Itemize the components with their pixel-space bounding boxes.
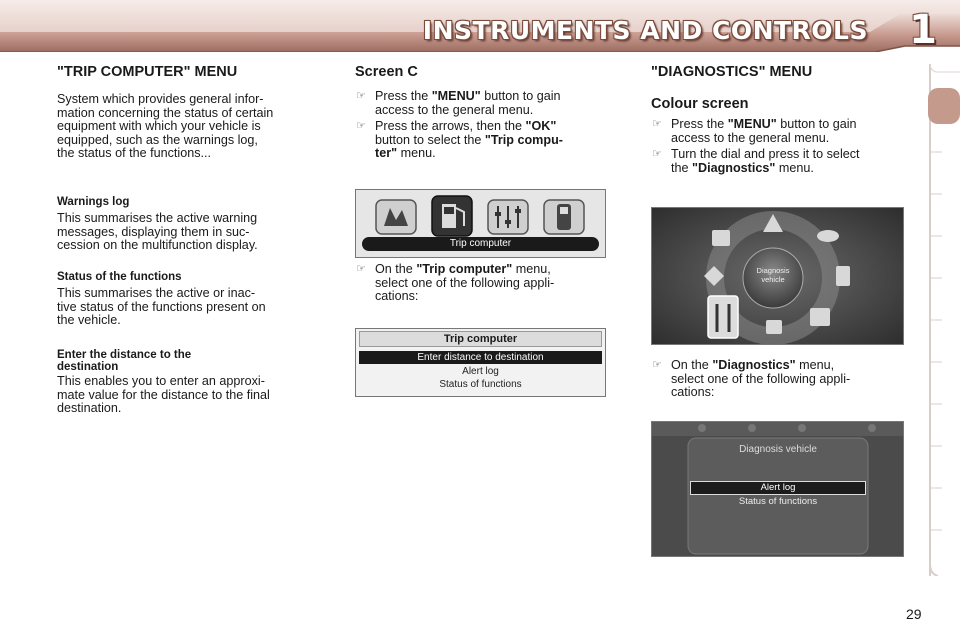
trip-computer-icon-screen bbox=[355, 189, 606, 258]
section-title: destination bbox=[57, 361, 119, 373]
intro-line: mation concerning the status of certain bbox=[57, 105, 274, 120]
trip-computer-menu-screen bbox=[355, 328, 606, 397]
intro-line: equipped, such as the warnings log, bbox=[57, 132, 258, 147]
step-bold: "Diagnostics" bbox=[712, 358, 796, 372]
section-title: Warnings log bbox=[57, 196, 130, 208]
intro-line: System which provides general infor- bbox=[57, 92, 264, 106]
settings-sliders-icon bbox=[488, 200, 528, 234]
step-bold: "Diagnostics" bbox=[692, 160, 776, 175]
step-bold: "Trip compu- bbox=[484, 132, 563, 147]
section-line: This enables you to enter an approxi- bbox=[57, 374, 265, 388]
diag-item-status-functions[interactable]: Status of functions bbox=[738, 496, 818, 507]
middle-column bbox=[355, 62, 606, 161]
chapter-number: 1 bbox=[909, 7, 937, 53]
step-text: cations: bbox=[671, 385, 715, 399]
diagnosis-vehicle-screen bbox=[651, 421, 904, 557]
wheel-center-label bbox=[748, 266, 798, 284]
step-text: On the bbox=[671, 358, 713, 372]
step-text: Press the arrows, then the bbox=[375, 119, 526, 133]
step-press-menu bbox=[355, 90, 606, 117]
step-text: Press the bbox=[671, 117, 728, 131]
step-bold: "OK" bbox=[525, 119, 557, 133]
fuel-icon bbox=[432, 196, 472, 236]
diag-item-alert-log[interactable]: Alert log bbox=[690, 481, 866, 495]
phone-icon bbox=[836, 266, 850, 286]
intro-line: equipment with which your vehicle is bbox=[57, 119, 261, 133]
step-text: the bbox=[671, 160, 693, 175]
step-select-diagnostic-application bbox=[651, 359, 902, 400]
menu-item-status-functions[interactable]: Status of functions bbox=[439, 379, 522, 390]
page-number: 29 bbox=[906, 606, 922, 622]
trip-computer-heading: "TRIP COMPUTER" MENU bbox=[57, 64, 238, 80]
colour-screen-heading: Colour screen bbox=[651, 96, 749, 112]
step-text: access to the general menu. bbox=[671, 130, 830, 145]
step-text: Press the bbox=[375, 89, 432, 103]
diagnosis-title: Diagnosis vehicle bbox=[739, 444, 817, 455]
step-turn-dial bbox=[651, 148, 903, 175]
section-line: tive status of the functions present on bbox=[57, 299, 266, 314]
step-text: cations: bbox=[375, 289, 419, 303]
trip-computer-intro bbox=[57, 93, 309, 161]
intro-line: the status of the functions... bbox=[57, 146, 212, 160]
section-enter-distance bbox=[57, 349, 309, 416]
step-text: Turn the dial and press it to select bbox=[671, 147, 860, 161]
phone-icon bbox=[544, 200, 584, 234]
step-text: access to the general menu. bbox=[375, 102, 534, 117]
step-text: button to select the bbox=[375, 132, 485, 147]
menu-title: Trip computer bbox=[359, 331, 602, 347]
diagnostics-heading: "DIAGNOSTICS" MENU bbox=[651, 64, 813, 80]
car-icon bbox=[817, 230, 839, 242]
navigation-icon bbox=[376, 200, 416, 234]
section-warnings-log bbox=[57, 196, 309, 253]
pointing-hand-icon: ☞ bbox=[652, 118, 662, 130]
page-header bbox=[0, 0, 960, 62]
selected-item-frame bbox=[708, 296, 738, 338]
diagnostics-wheel-screen bbox=[651, 207, 904, 345]
settings-icon bbox=[810, 308, 830, 326]
step-press-menu-right bbox=[651, 118, 903, 145]
step-bold: "MENU" bbox=[727, 117, 777, 131]
section-line: mate value for the distance to the final bbox=[57, 387, 270, 402]
step-text: menu, bbox=[795, 358, 835, 372]
section-title: Enter the distance to the bbox=[57, 349, 192, 361]
step-bold: "MENU" bbox=[431, 89, 481, 103]
section-line: cession on the multifunction display. bbox=[57, 238, 258, 252]
section-line: destination. bbox=[57, 401, 122, 415]
section-status-functions bbox=[57, 271, 309, 328]
wheel-center-line: Diagnosis bbox=[756, 266, 790, 275]
step-select-application bbox=[355, 263, 606, 304]
pointing-hand-icon: ☞ bbox=[356, 120, 366, 132]
step-text: On the bbox=[375, 262, 417, 276]
section-line: This summarises the active or inac- bbox=[57, 286, 256, 300]
tab-strip bbox=[928, 64, 960, 576]
pointing-hand-icon: ☞ bbox=[356, 90, 366, 102]
left-column bbox=[57, 62, 309, 415]
step-text: select one of the following appli- bbox=[671, 371, 851, 386]
chapter-tabs bbox=[928, 64, 960, 576]
radio-icon bbox=[766, 320, 782, 334]
step-text: button to gain bbox=[480, 89, 561, 103]
step-press-ok bbox=[355, 120, 606, 161]
menu-item-enter-distance[interactable]: Enter distance to destination bbox=[359, 351, 602, 364]
screen-label-trip-computer: Trip computer bbox=[449, 238, 512, 249]
section-title: Status of the functions bbox=[57, 271, 182, 283]
book-icon bbox=[712, 230, 730, 246]
section-line: the vehicle. bbox=[57, 313, 121, 327]
step-text: button to gain bbox=[776, 117, 857, 131]
chapter-title: INSTRUMENTS AND CONTROLS bbox=[422, 16, 868, 45]
section-line: messages, displaying them in suc- bbox=[57, 224, 250, 239]
menu-item-alert-log[interactable]: Alert log bbox=[462, 366, 499, 377]
step-bold: ter" bbox=[375, 146, 398, 160]
section-line: This summarises the active warning bbox=[57, 211, 258, 225]
pointing-hand-icon: ☞ bbox=[356, 263, 366, 275]
screen-c-heading: Screen C bbox=[355, 64, 418, 80]
right-column bbox=[651, 62, 903, 175]
pointing-hand-icon: ☞ bbox=[652, 359, 662, 371]
step-bold: "Trip computer" bbox=[416, 262, 513, 276]
step-text: menu. bbox=[775, 160, 814, 175]
wheel-center-line: vehicle bbox=[761, 275, 785, 284]
step-text: menu, bbox=[512, 262, 551, 276]
step-text: menu. bbox=[397, 146, 436, 160]
pointing-hand-icon: ☞ bbox=[652, 148, 662, 160]
step-text: select one of the following appli- bbox=[375, 275, 555, 290]
tab-active[interactable] bbox=[928, 88, 960, 124]
